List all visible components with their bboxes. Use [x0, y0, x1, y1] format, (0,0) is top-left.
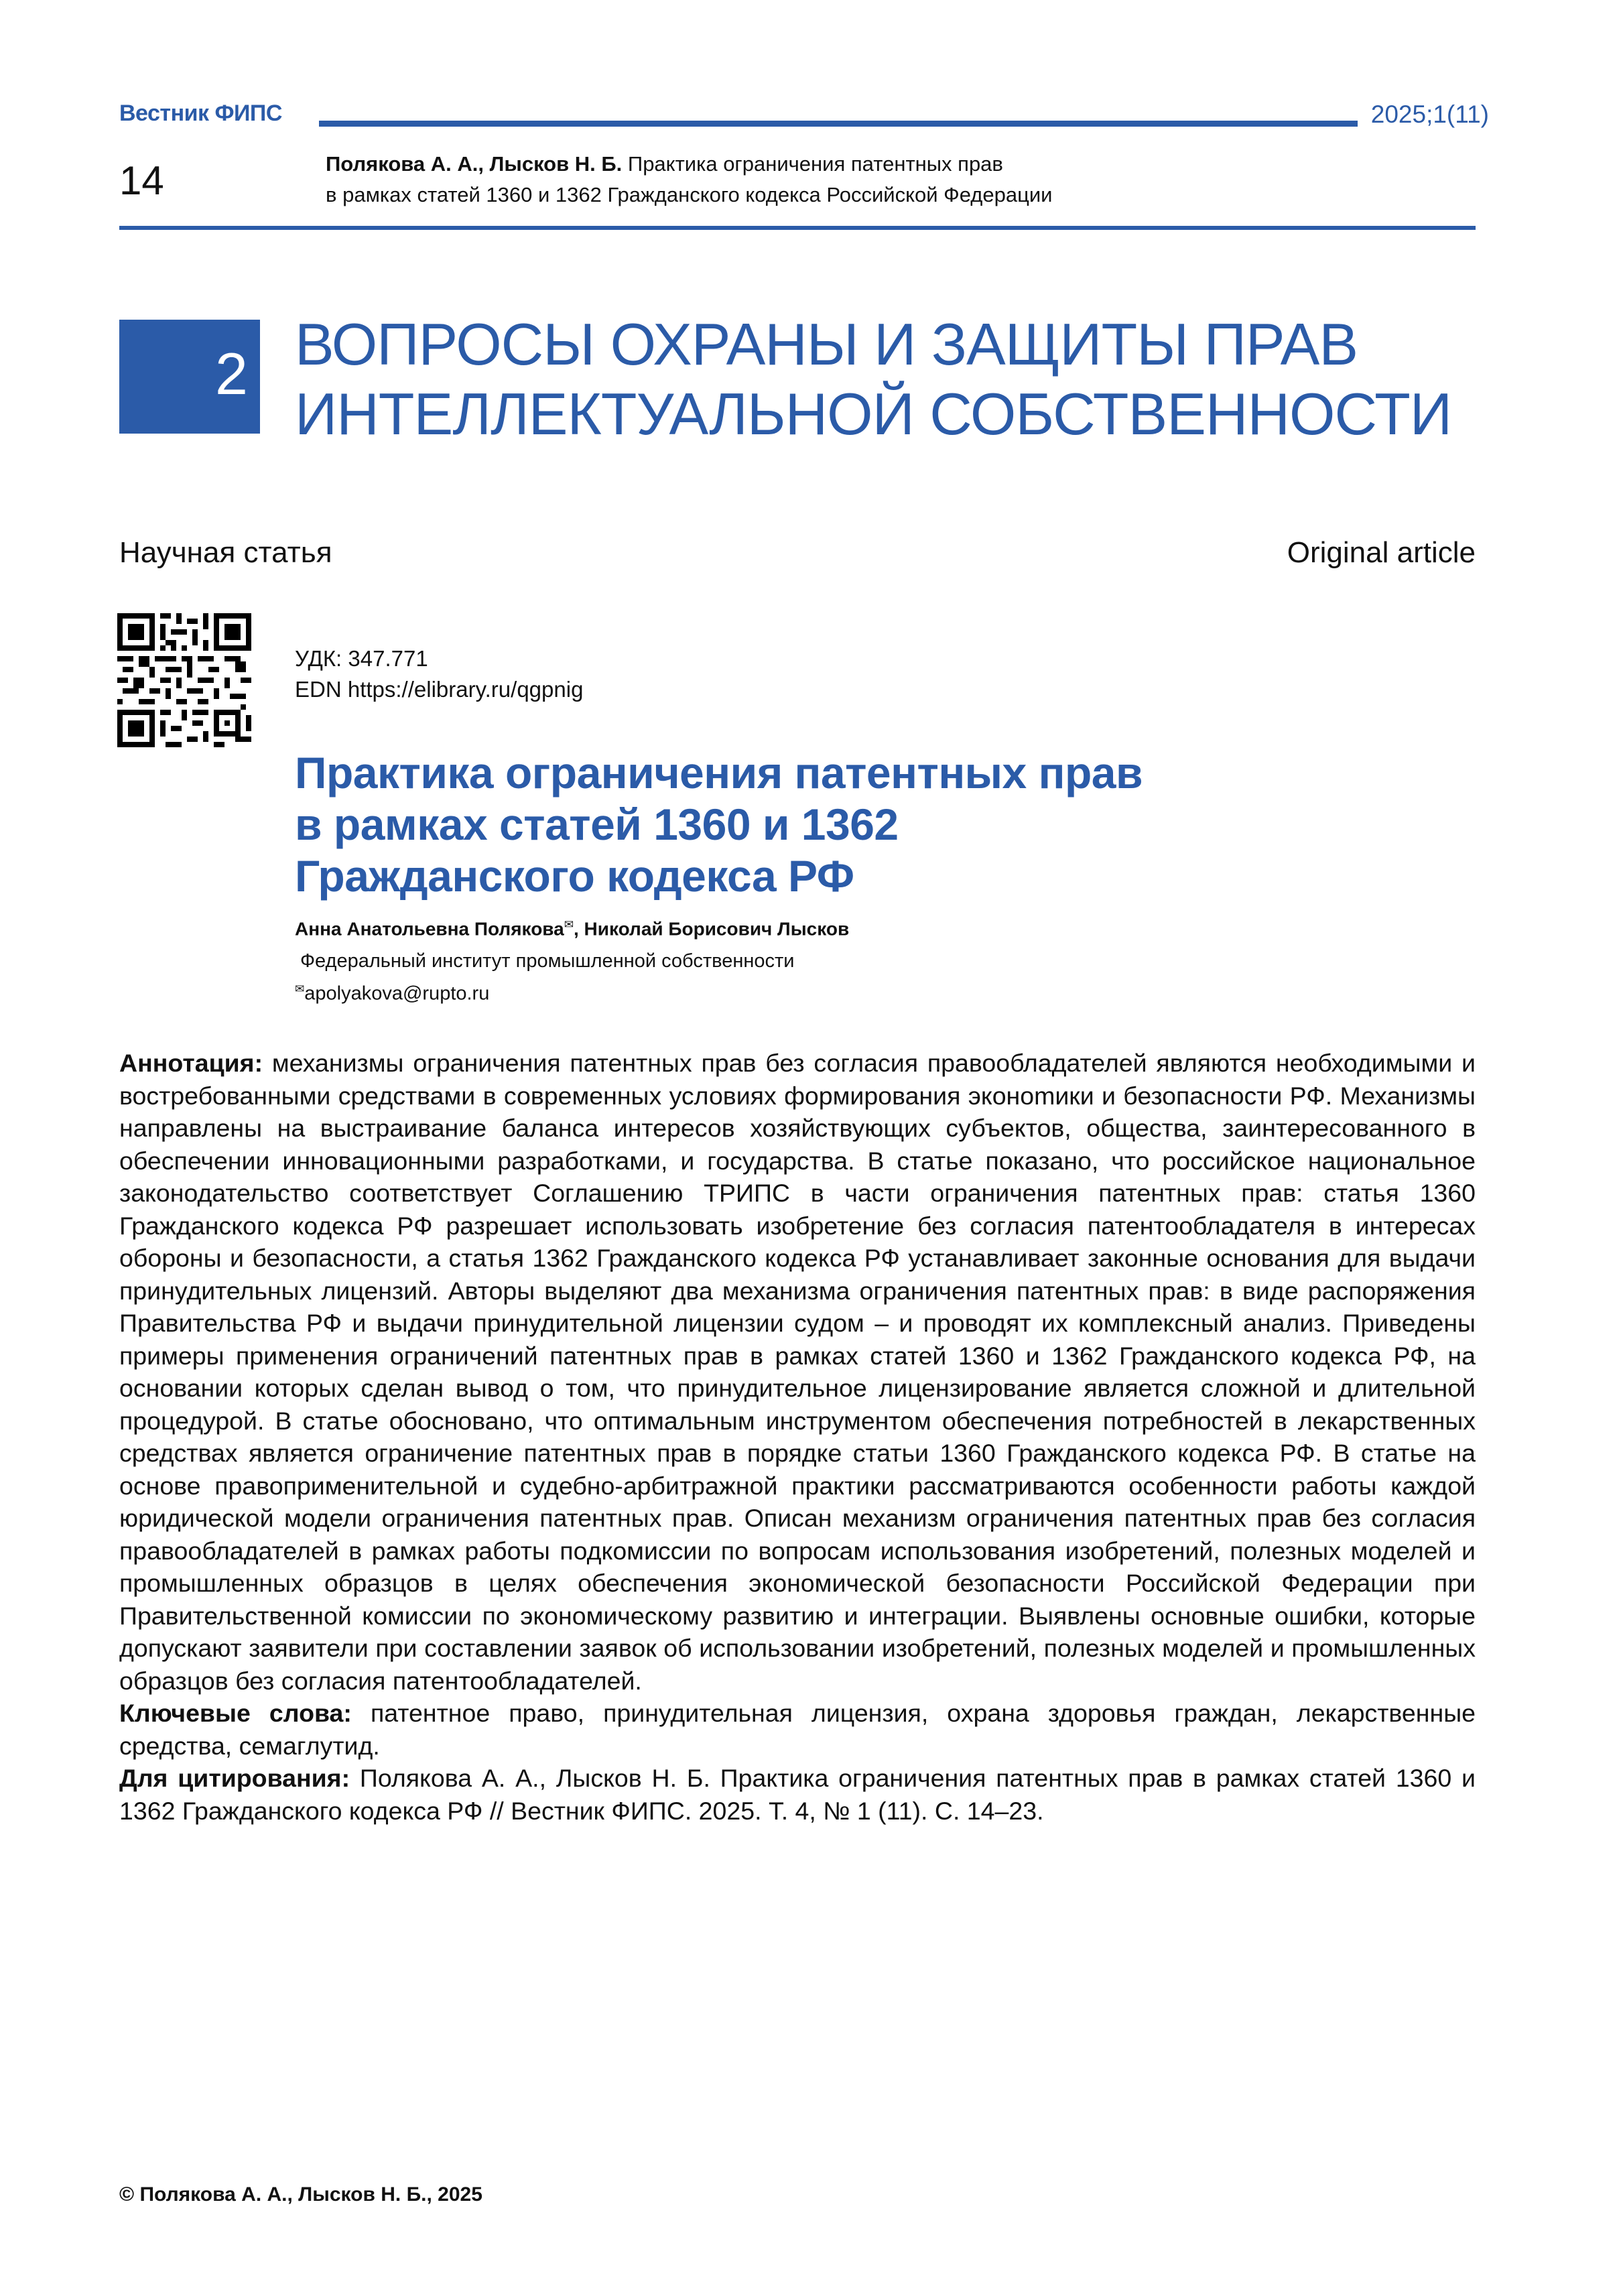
header-divider: [319, 121, 1358, 127]
email-link[interactable]: apolyakova@rupto.ru: [304, 982, 490, 1005]
envelope-icon: ✉: [295, 982, 305, 995]
keywords-label: Ключевые слова:: [119, 1699, 352, 1727]
running-authors: Полякова А. А., Лысков Н. Б.: [326, 152, 623, 176]
author-1: Анна Анатольевна Полякова: [295, 918, 564, 940]
section-title: [295, 310, 1451, 449]
section-title-line2: ИНТЕЛЛЕКТУАЛЬНОЙ СОБСТВЕННОСТИ: [295, 381, 1452, 447]
keywords: [119, 1697, 1476, 1762]
article-title-line2: в рамках статей 1360 и 1362: [295, 800, 899, 849]
article-title-line1: Практика ограничения патентных прав: [295, 748, 1143, 798]
citation-label: Для цитирования:: [119, 1764, 350, 1792]
udk-code: УДК: 347.771: [295, 646, 428, 671]
edn-link[interactable]: EDN https://elibrary.ru/qgpnig: [295, 677, 584, 702]
author-2: , Николай Борисович Лысков: [573, 918, 850, 940]
issue-number: 2025;1(11): [1370, 101, 1489, 128]
citation-text: Полякова А. А., Лысков Н. Б. Практика ограничения патентных прав в рамках статей 1360 и 1362 Гражданского кодекса РФ // Вестник ФИПС. 2025. Т. 4, № 1 (11). С. 14–23.: [119, 1764, 1476, 1825]
qr-code-icon: [117, 613, 251, 747]
citation: [119, 1762, 1476, 1827]
running-title-line2: в рамках статей 1360 и 1362 Гражданского кодекса Российской Федерации: [326, 183, 1053, 206]
affiliation: Федеральный институт промышленной собственности: [300, 950, 795, 972]
article-title: [295, 747, 1143, 902]
journal-name: Вестник ФИПС: [119, 101, 282, 126]
abstract: [119, 1047, 1476, 1697]
copyright: © Полякова А. А., Лысков Н. Б., 2025: [119, 2183, 482, 2206]
article-type-en: Original article: [1287, 536, 1476, 569]
article-title-line3: Гражданского кодекса РФ: [295, 851, 854, 901]
corresponding-email: [295, 982, 489, 1005]
header-bottom-divider: [119, 226, 1476, 230]
abstract-label: Аннотация:: [119, 1049, 263, 1077]
page-number: 14: [119, 158, 164, 203]
section-number: 2: [215, 340, 248, 407]
abstract-block: [119, 1047, 1476, 1827]
keywords-text: патентное право, принудительная лицензия, охрана здоровья граждан, лекарственные средства, семаглутид.: [119, 1699, 1476, 1760]
abstract-text: механизмы ограничения патентных прав без согласия правообладателей являются необходимыми и востребованными средствами в современных условиях формирования эконоmики и безопасности РФ. Механизмы направлены на выстраивание баланса интересов хозяйствующих субъектов, общества, заинтересованного в обеспечении инновационными разработками, и государства. В статье показано, что российское национальное законодательство соответствует Соглашению ТРИПС в части ограничения патентных прав: статья 1360 Гражданского кодекса РФ разрешает использовать изобретение без согласия патентообладателя в интересах обороны и безопасности, а статья 1362 Гражданского кодекса РФ устанавливает законные основания для выдачи принудительных лицензий. Авторы выделяют два механизма ограничения патентных прав: в виде распоряжения Правительства РФ и выдачи принудительной лицензии судом – и проводят их комплексный анализ. Приведены примеры применения ограничений патентных прав в рамках статей 1360 и 1362 Гражданского кодекса РФ, на основании которых сделан вывод о том, что принудительное лицензирование является сложной и длительной процедурой. В статье обосновано, что оптимальным инструментом обеспечения потребностей в лекарственных средствах является ограничение патентных прав в порядке статьи 1360 Гражданского кодекса РФ. В статье на основе правоприменительной и судебно-арбитражной практики рассматриваются особенности работы каждой юридической модели ограничения патентных прав. Описан механизм ограничения патентных прав без согласия правообладателей в рамках работы подкомиссии по вопросам использования изобретений, полезных моделей и промышленных образцов в целях обеспечения экономической безопасности Российской Федерации при Правительственной комиссии по экономическому развитию и интеграции. Выявлены основные ошибки, которые допускают заявители при составлении заявок об использовании изобретений, полезных моделей и промышленных образцов без согласия патентообладателей.: [119, 1049, 1476, 1695]
running-title: [326, 149, 1053, 210]
authors: [295, 918, 849, 940]
envelope-icon: ✉: [564, 918, 574, 931]
identifiers: [295, 643, 583, 705]
section-number-box: [119, 320, 260, 434]
section-title-line1: ВОПРОСЫ ОХРАНЫ И ЗАЩИТЫ ПРАВ: [295, 311, 1358, 377]
running-title-line1: Практика ограничения патентных прав: [622, 152, 1003, 176]
article-type-ru: Научная статья: [119, 536, 332, 569]
